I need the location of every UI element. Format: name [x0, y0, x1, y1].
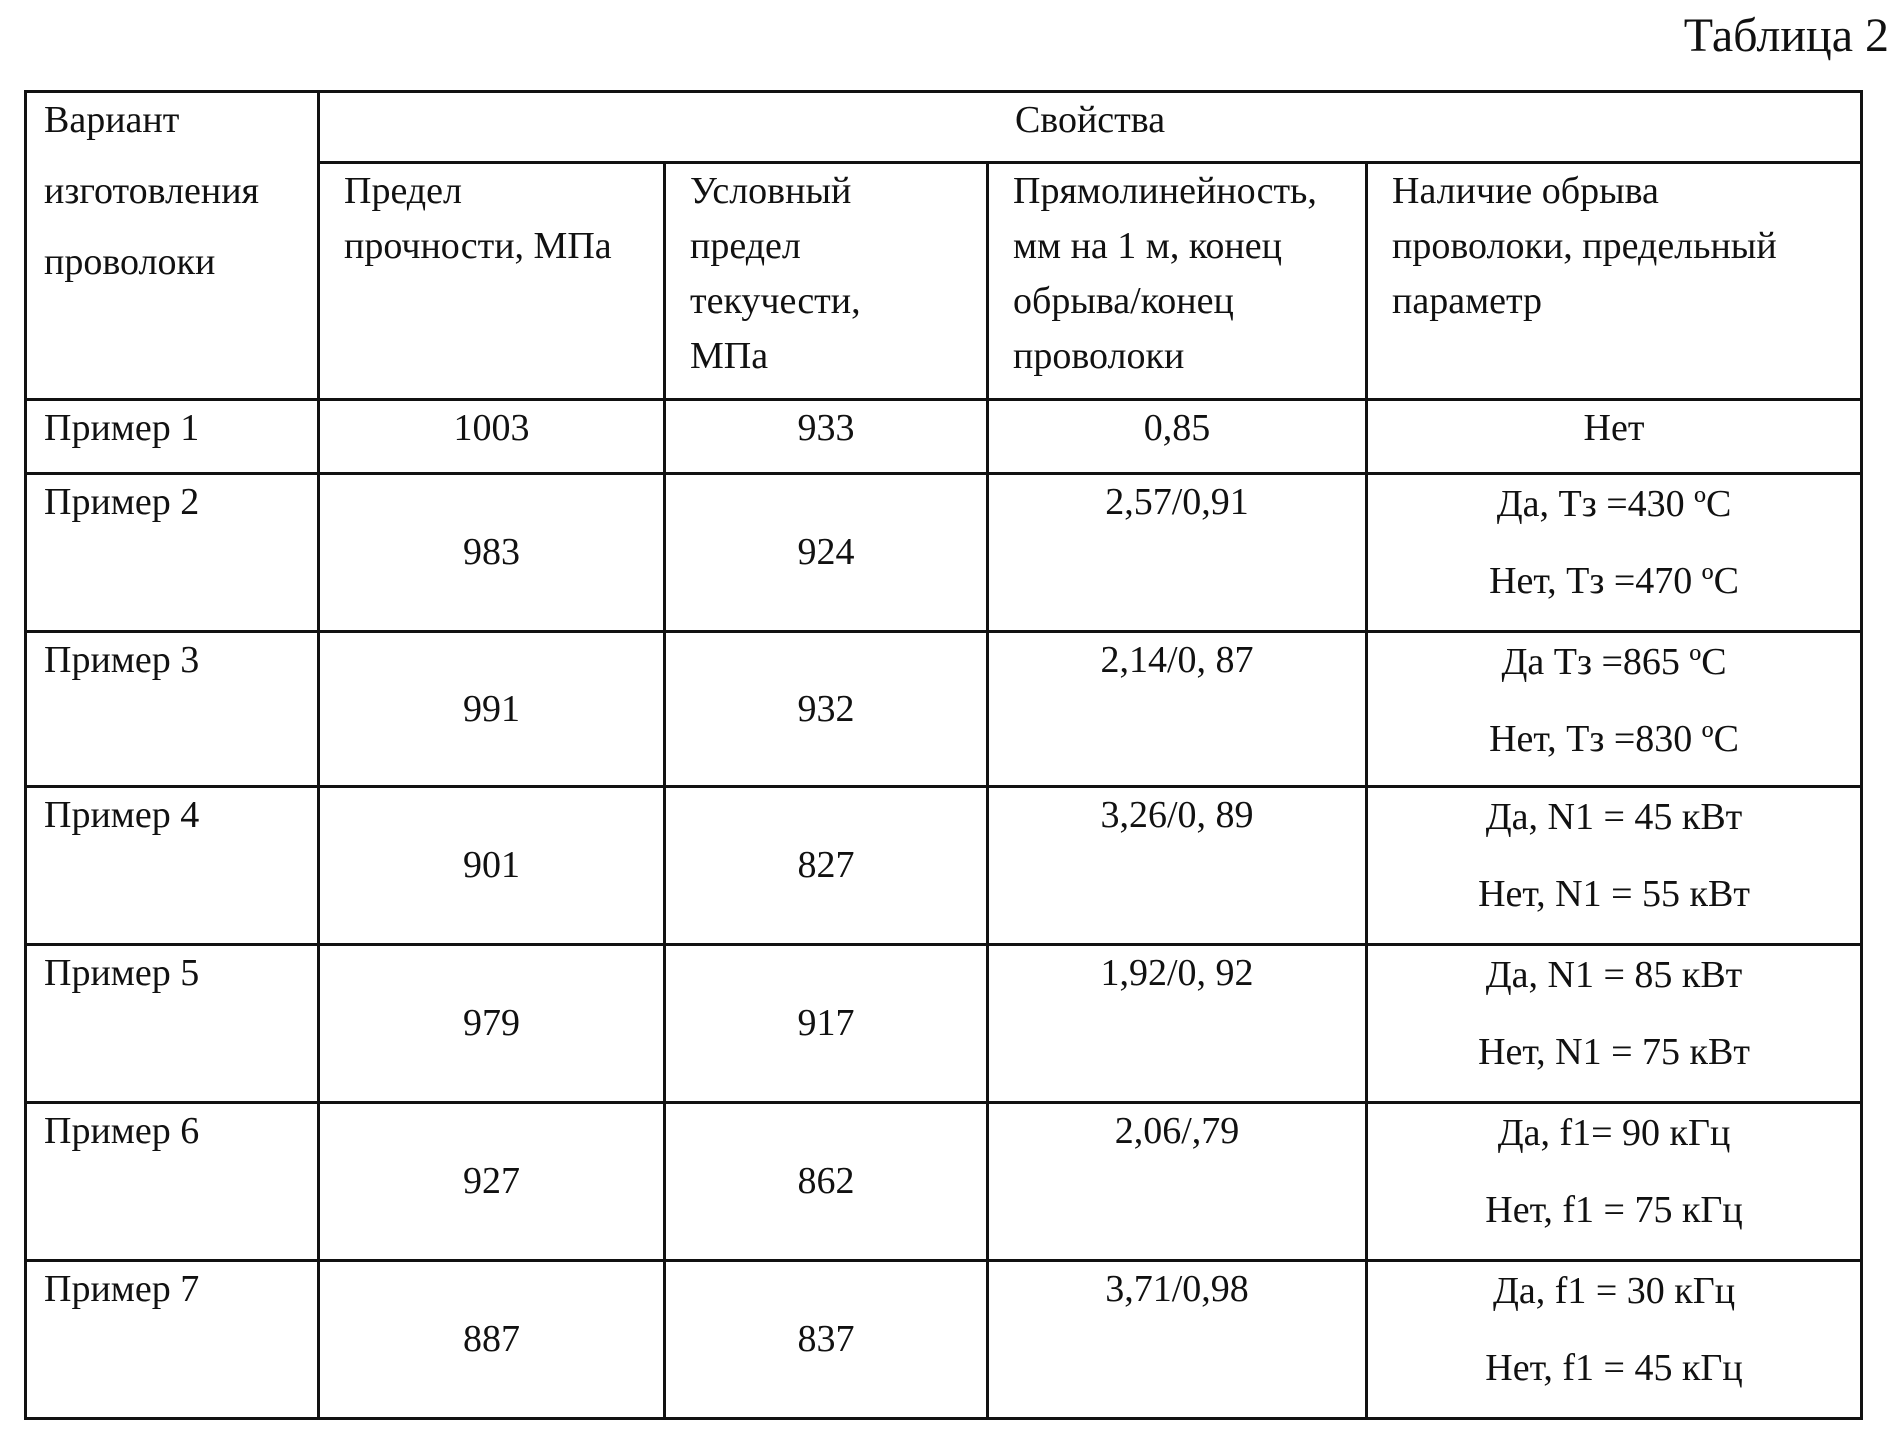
yield-cell: 837 [665, 1261, 988, 1419]
break-line: Нет, f1 = 45 кГц [1485, 1347, 1743, 1389]
break-line: Да, N1 = 85 кВт [1485, 954, 1743, 996]
break-line: Нет, N1 = 55 кВт [1478, 873, 1750, 915]
column-header-yield [665, 163, 988, 400]
straightness-cell: 3,71/0,98 [988, 1261, 1367, 1419]
strength-cell: 983 [319, 474, 665, 632]
row-label: Пример 1 [26, 400, 319, 474]
column-header-line: текучести, [690, 280, 861, 322]
strength-cell: 901 [319, 787, 665, 945]
yield-cell: 932 [665, 632, 988, 787]
row-label: Пример 4 [26, 787, 319, 945]
break-line: Нет, Tз =830 ºC [1489, 718, 1739, 760]
column-header-line: Наличие обрыва [1392, 170, 1659, 212]
yield-cell: 917 [665, 945, 988, 1103]
strength-cell: 1003 [319, 400, 665, 474]
column-header-line: прочности, МПа [344, 225, 612, 267]
break-line: Да, f1 = 30 кГц [1492, 1270, 1736, 1312]
table-row [26, 787, 1862, 945]
table-row [26, 1103, 1862, 1261]
break-line: Нет, N1 = 75 кВт [1478, 1031, 1750, 1073]
table-row [26, 1261, 1862, 1419]
table-row [26, 400, 1862, 474]
break-line: Да, N1 = 45 кВт [1485, 796, 1743, 838]
column-header-strength [319, 163, 665, 400]
break-cell [1367, 400, 1862, 474]
yield-cell: 862 [665, 1103, 988, 1261]
strength-cell: 979 [319, 945, 665, 1103]
row-label: Пример 2 [26, 474, 319, 632]
straightness-cell: 0,85 [988, 400, 1367, 474]
break-line: Нет, f1 = 75 кГц [1485, 1189, 1743, 1231]
column-header-line: Условный [690, 170, 852, 212]
strength-cell: 887 [319, 1261, 665, 1419]
yield-cell: 933 [665, 400, 988, 474]
column-header-line: предел [690, 225, 801, 267]
straightness-cell: 2,14/0, 87 [988, 632, 1367, 787]
strength-cell: 991 [319, 632, 665, 787]
row-label: Пример 3 [26, 632, 319, 787]
row-label: Пример 5 [26, 945, 319, 1103]
break-cell [1367, 1103, 1862, 1261]
break-cell [1367, 474, 1862, 632]
variant-header-line: изготовления [44, 170, 260, 212]
row-label: Пример 7 [26, 1261, 319, 1419]
table-row [26, 945, 1862, 1103]
column-header-break [1367, 163, 1862, 400]
column-header-line: МПа [690, 335, 769, 377]
break-cell [1367, 1261, 1862, 1419]
properties-group-header: Свойства [319, 92, 1862, 163]
column-header-line: Предел [344, 170, 462, 212]
break-cell [1367, 632, 1862, 787]
yield-cell: 924 [665, 474, 988, 632]
straightness-cell: 2,57/0,91 [988, 474, 1367, 632]
table-caption: Таблица 2 [1683, 9, 1889, 62]
column-header-line: проволоки, предельный [1392, 225, 1777, 267]
straightness-cell: 2,06/,79 [988, 1103, 1367, 1261]
column-header-line: обрыва/конец [1013, 280, 1234, 322]
variant-header [26, 92, 319, 400]
variant-header-line: проволоки [44, 241, 216, 283]
column-header-line: параметр [1392, 280, 1543, 322]
straightness-cell: 3,26/0, 89 [988, 787, 1367, 945]
row-label: Пример 6 [26, 1103, 319, 1261]
straightness-cell: 1,92/0, 92 [988, 945, 1367, 1103]
column-header-line: Прямолинейность, [1013, 170, 1317, 212]
table-row [26, 632, 1862, 787]
properties-table [24, 90, 1863, 1420]
table-row [26, 474, 1862, 632]
header-row-1 [26, 92, 1862, 163]
yield-cell: 827 [665, 787, 988, 945]
break-line: Да, Tз =430 ºC [1496, 483, 1732, 525]
variant-header-line: Вариант [44, 99, 180, 141]
break-line: Да Tз =865 ºC [1501, 641, 1727, 683]
break-line: Да, f1= 90 кГц [1497, 1112, 1731, 1154]
break-line: Нет [1583, 407, 1645, 449]
column-header-line: проволоки [1013, 335, 1185, 377]
break-cell [1367, 787, 1862, 945]
break-line: Нет, Tз =470 ºC [1489, 560, 1739, 602]
break-cell [1367, 945, 1862, 1103]
column-header-line: мм на 1 м, конец [1013, 225, 1282, 267]
column-header-straightness [988, 163, 1367, 400]
strength-cell: 927 [319, 1103, 665, 1261]
